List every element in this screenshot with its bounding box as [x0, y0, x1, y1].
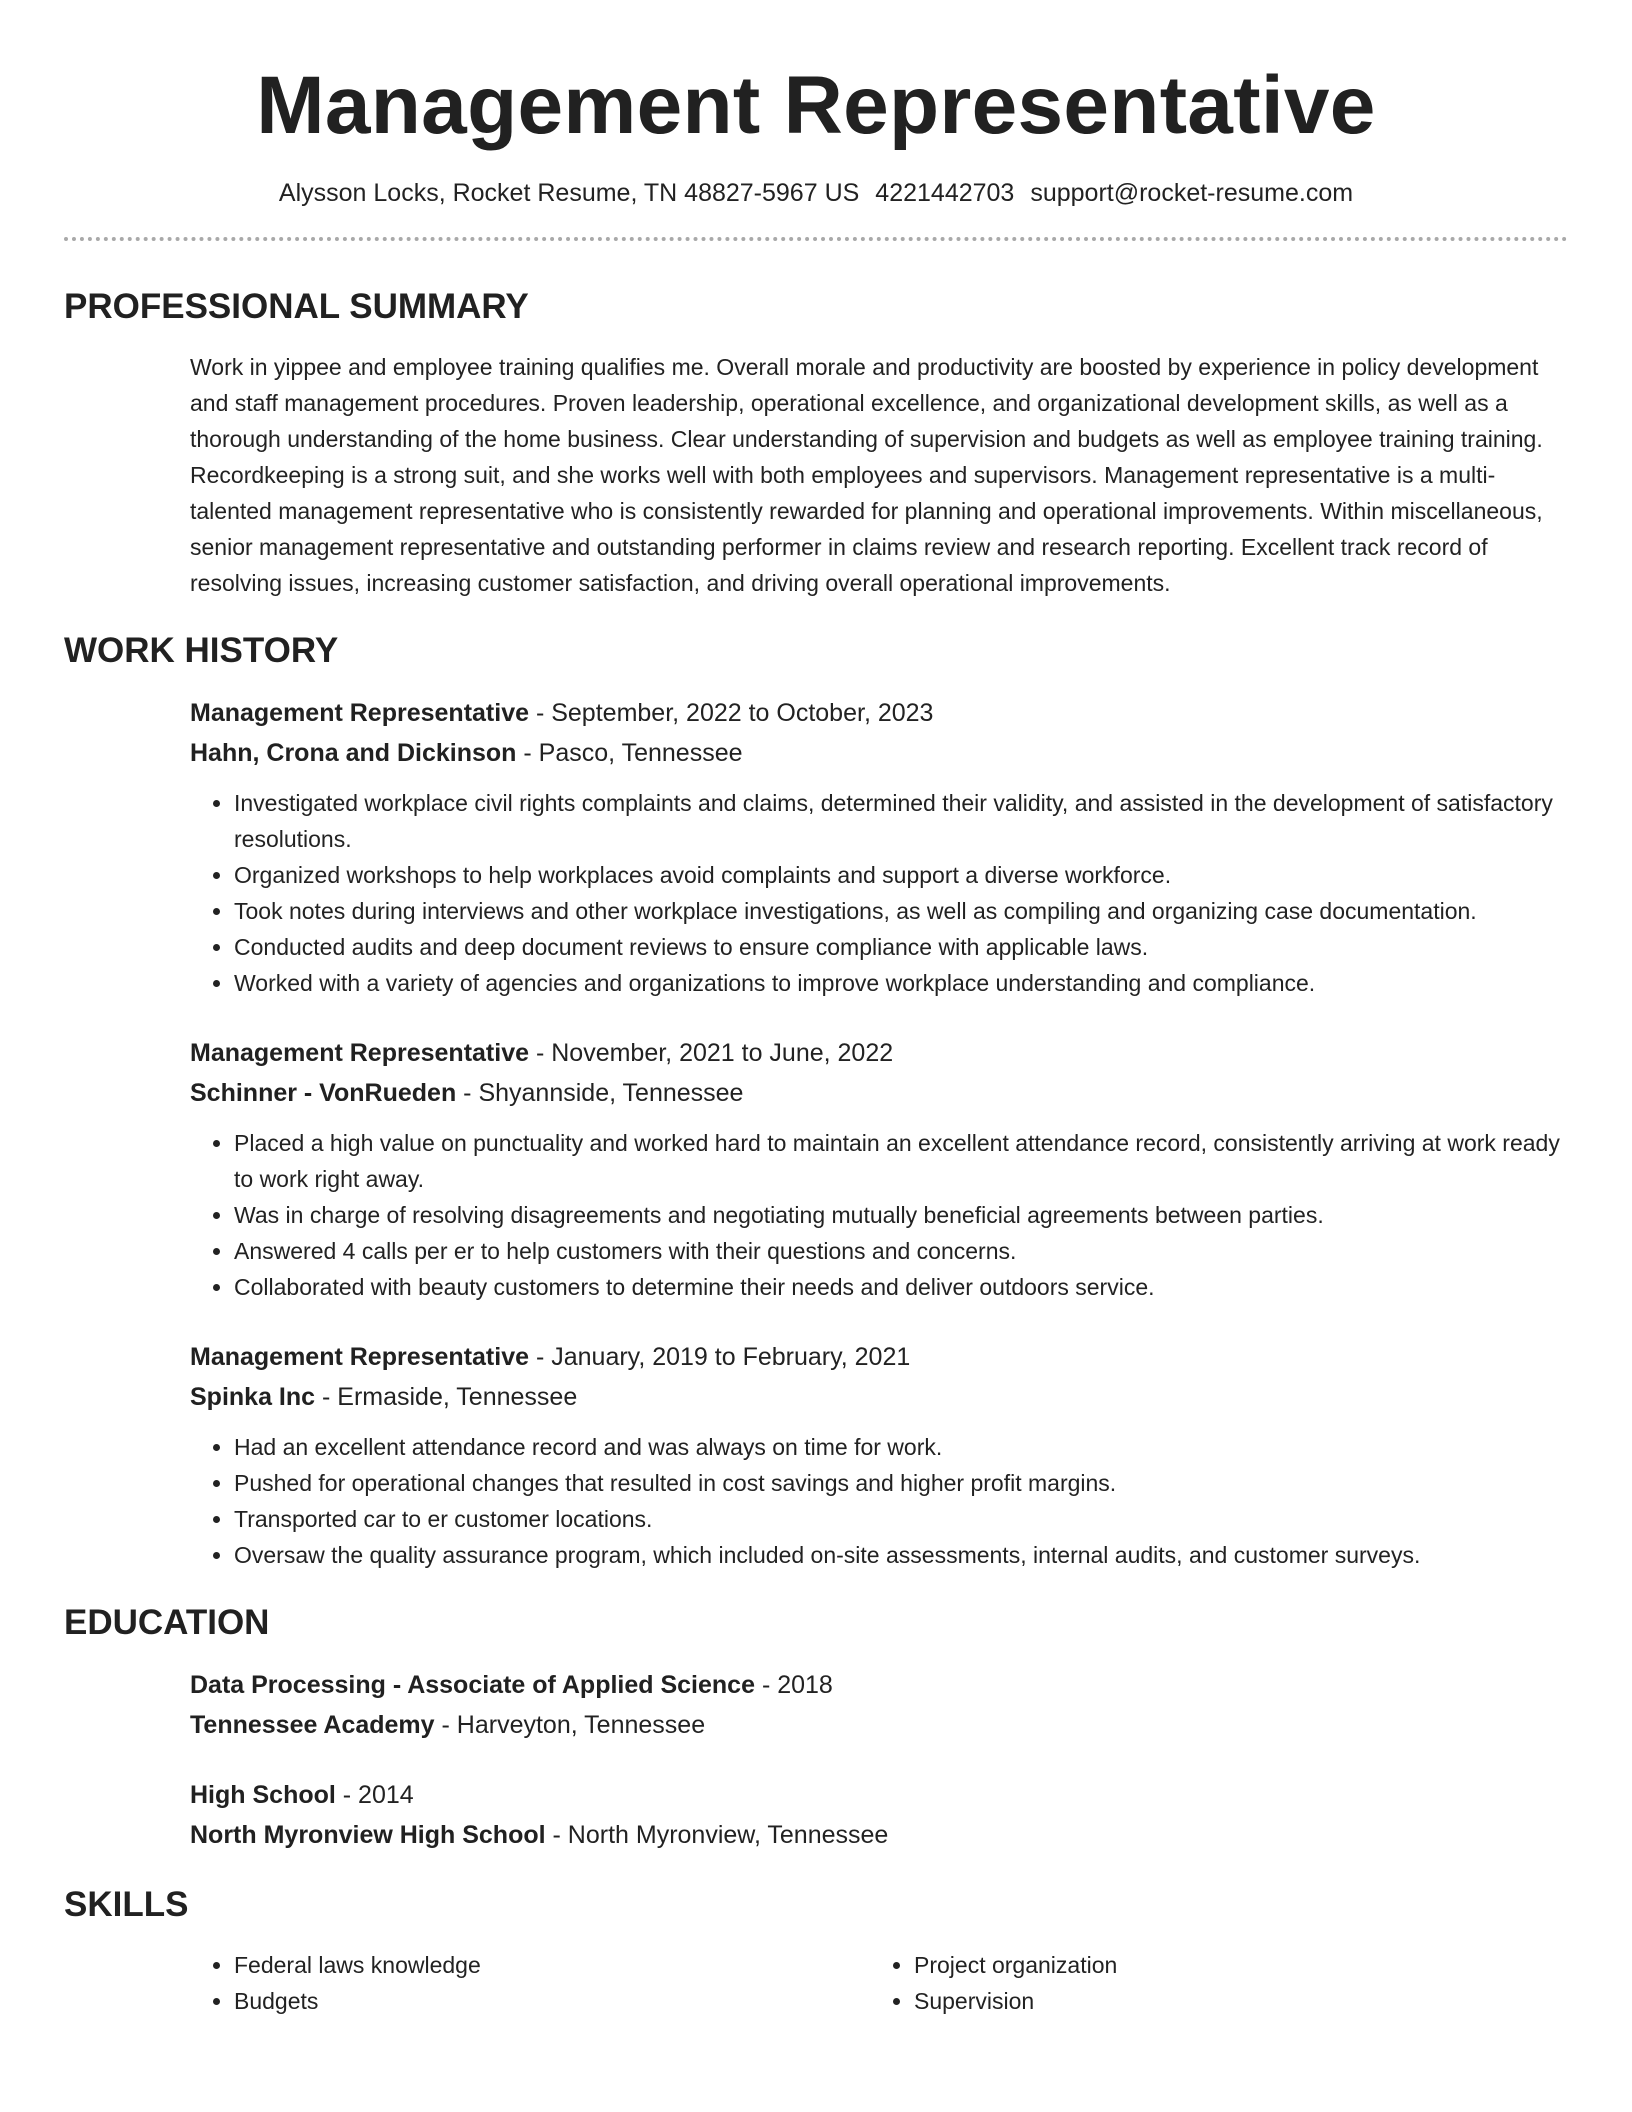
skills-column-left	[190, 1947, 870, 2019]
skills-column-right	[870, 1947, 1550, 2019]
list-item: • Worked with a variety of agencies and organizations to improve workplace understanding and compliance.	[234, 965, 1568, 1001]
education-school: North Myronview High School	[190, 1821, 546, 1849]
education-school-line	[190, 1705, 1568, 1745]
list-item: • Conducted audits and deep document reviews to ensure compliance with applicable laws.	[234, 929, 1568, 965]
education-degree: Data Processing - Associate of Applied Science	[190, 1671, 755, 1699]
job-title-line	[190, 1033, 1568, 1073]
job-entry	[190, 1033, 1568, 1113]
education-degree-line	[190, 1775, 1568, 1815]
job-company: Spinka Inc	[190, 1383, 316, 1411]
job-company-line	[190, 1377, 1568, 1417]
education-location: - North Myronview, Tennessee	[545, 1821, 889, 1849]
education-heading: EDUCATION	[64, 1603, 270, 1642]
skills-heading: SKILLS	[64, 1885, 189, 1924]
education-degree: High School	[190, 1781, 336, 1809]
summary-heading: PROFESSIONAL SUMMARY	[64, 287, 529, 326]
job-bullets	[190, 785, 1568, 1001]
header-divider	[64, 237, 1568, 241]
education-school: Tennessee Academy	[190, 1711, 435, 1739]
contact-phone: 4221442703	[875, 179, 1015, 207]
job-dates: - January, 2019 to February, 2021	[529, 1343, 911, 1371]
list-item: • Pushed for operational changes that resulted in cost savings and higher profit margins.	[234, 1465, 1568, 1501]
job-role: Management Representative	[190, 699, 530, 727]
list-item: • Was in charge of resolving disagreements and negotiating mutually beneficial agreements between parties.	[234, 1197, 1568, 1233]
job-bullets	[190, 1429, 1568, 1573]
list-item: • Transported car to er customer locations.	[234, 1501, 1568, 1537]
list-item: • Collaborated with beauty customers to determine their needs and deliver outdoors service.	[234, 1269, 1568, 1305]
job-company-line	[190, 733, 1568, 773]
education-school-line	[190, 1815, 1568, 1855]
summary-text: Work in yippee and employee training qualifies me. Overall morale and productivity are boosted by experience in policy development and staff management procedures. Proven leadership, operational excellence, and organizational development skills, as well as a thorough understanding of the home business. Clear understanding of supervision and budgets as well as employee training training. Recordkeeping is a strong suit, and she works well with both employees and supervisors. Management representative is a multi-talented management representative who is consistently rewarded for planning and operational improvements. Within miscellaneous, senior management representative and outstanding performer in claims review and research reporting. Excellent track record of resolving issues, increasing customer satisfaction, and driving overall operational improvements.	[190, 354, 1543, 596]
list-item: • Project organization	[914, 1947, 1550, 1983]
list-item: • Took notes during interviews and other workplace investigations, as well as compiling and organizing case documentation.	[234, 893, 1568, 929]
job-bullets	[190, 1125, 1568, 1305]
list-item: • Oversaw the quality assurance program, which included on-site assessments, internal audits, and customer surveys.	[234, 1537, 1568, 1573]
job-location: - Shyannside, Tennessee	[456, 1079, 744, 1107]
contact-address: Alysson Locks, Rocket Resume, TN 48827-5967 US	[278, 179, 860, 207]
job-role: Management Representative	[190, 1039, 530, 1067]
list-item: • Had an excellent attendance record and was always on time for work.	[234, 1429, 1568, 1465]
education-entry	[190, 1665, 1568, 1745]
list-item: • Investigated workplace civil rights complaints and claims, determined their validity, and assisted in the development of satisfactory resolutions.	[234, 785, 1568, 857]
list-item: • Organized workshops to help workplaces avoid complaints and support a diverse workforce.	[234, 857, 1568, 893]
education-year: - 2014	[335, 1781, 414, 1809]
list-item: • Answered 4 calls per er to help customers with their questions and concerns.	[234, 1233, 1568, 1269]
list-item: • Placed a high value on punctuality and worked hard to maintain an excellent attendance record, consistently arriving at work ready to work right away.	[234, 1125, 1568, 1197]
resume-page	[64, 0, 1568, 2019]
contact-info	[64, 176, 1568, 210]
job-role: Management Representative	[190, 1343, 530, 1371]
job-entry	[190, 693, 1568, 773]
job-dates: - September, 2022 to October, 2023	[529, 699, 934, 727]
education-degree-line	[190, 1665, 1568, 1705]
job-company: Hahn, Crona and Dickinson	[190, 739, 517, 767]
contact-email[interactable]: support@rocket-resume.com	[1030, 179, 1354, 207]
resume-name: Management Representative	[256, 60, 1376, 151]
education-location: - Harveyton, Tennessee	[434, 1711, 706, 1739]
job-company-line	[190, 1073, 1568, 1113]
job-title-line	[190, 693, 1568, 733]
education-year: - 2018	[755, 1671, 833, 1699]
job-title-line	[190, 1337, 1568, 1377]
skills-list	[190, 1947, 1568, 2019]
list-item: • Federal laws knowledge	[234, 1947, 870, 1983]
work-history-heading: WORK HISTORY	[64, 631, 339, 670]
job-dates: - November, 2021 to June, 2022	[529, 1039, 894, 1067]
list-item: • Budgets	[234, 1983, 870, 2019]
job-location: - Pasco, Tennessee	[516, 739, 743, 767]
list-item: • Supervision	[914, 1983, 1550, 2019]
job-company: Schinner - VonRueden	[190, 1079, 457, 1107]
job-entry	[190, 1337, 1568, 1417]
job-location: - Ermaside, Tennessee	[315, 1383, 578, 1411]
education-entry	[190, 1775, 1568, 1855]
